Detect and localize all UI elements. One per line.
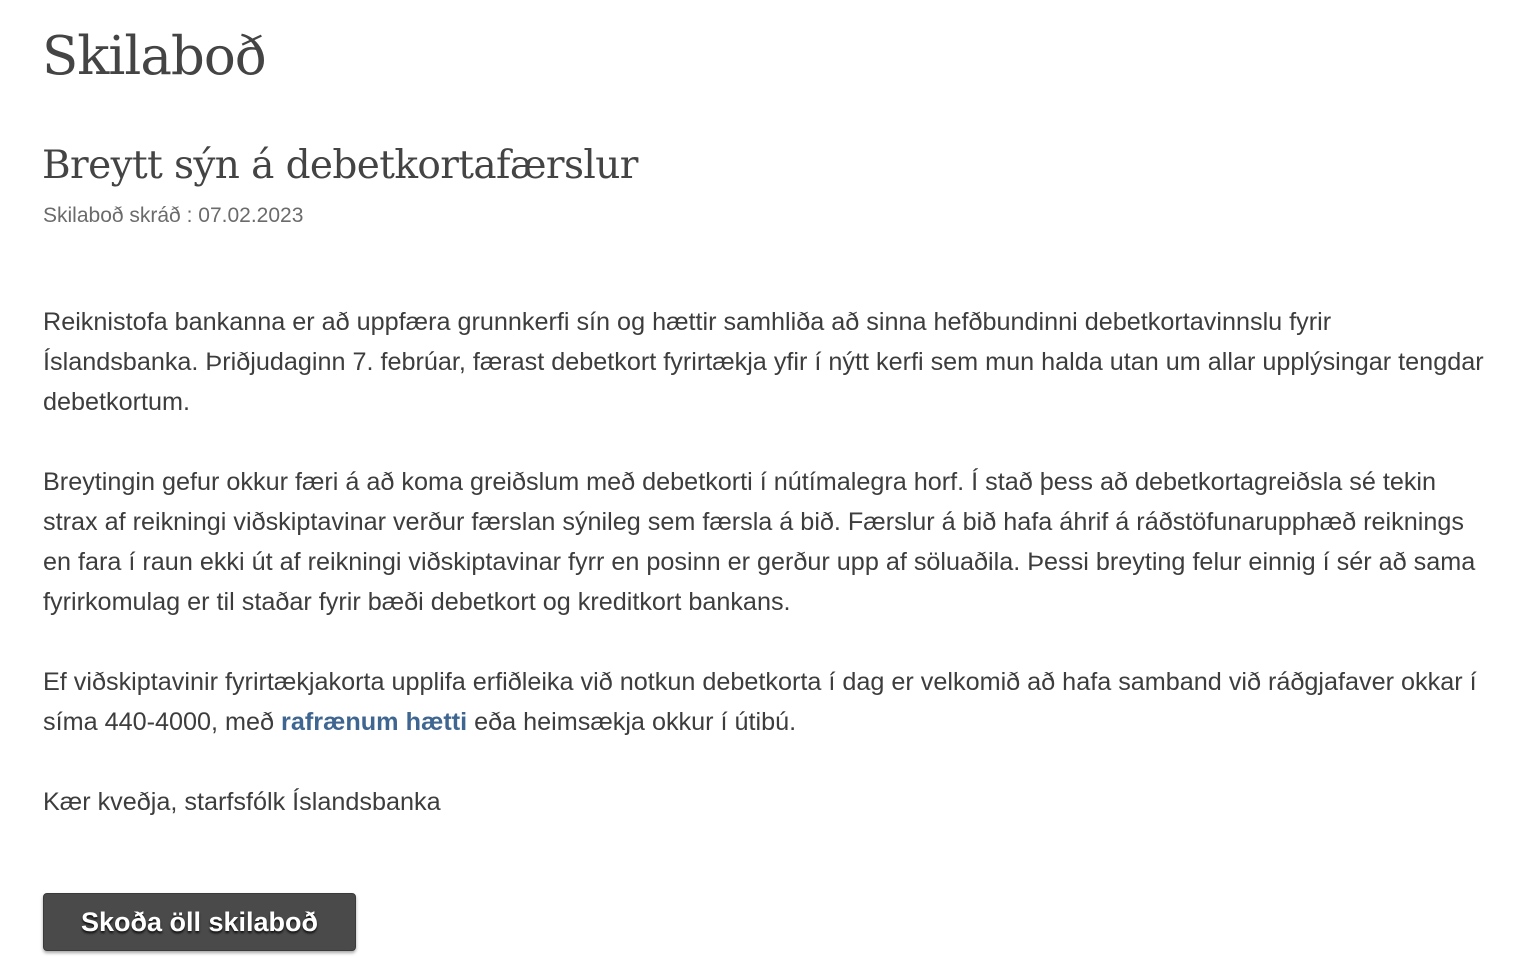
message-date-value: 07.02.2023	[198, 204, 304, 227]
view-all-messages-button[interactable]: Skoða öll skilaboð	[43, 893, 356, 951]
message-date-label: Skilaboð skráð	[43, 204, 181, 227]
page-title: Skilaboð	[42, 26, 266, 87]
message-paragraph-1: Reiknistofa bankanna er að uppfæra grunnkerfi sín og hættir samhliða að sinna hefðbundinni debetkortavinnslu fyrir Íslandsbanka. Þriðjudaginn 7. febrúar, færast debetkort fyrirtækja yfir í nýtt kerfi sem mun halda utan um allar upplýsingar tengdar debetkortum.	[43, 308, 1484, 416]
message-date	[43, 204, 303, 228]
message-paragraph-3	[43, 662, 1488, 742]
electronic-contact-link[interactable]: rafrænum hætti	[281, 708, 468, 736]
message-body	[43, 302, 1488, 862]
paragraph-text: eða heimsækja okkur í útibú.	[467, 708, 797, 736]
message-signature: Kær kveðja, starfsfólk Íslandsbanka	[43, 788, 441, 816]
message-date-separator: :	[180, 204, 199, 227]
message-paragraph-2: Breytingin gefur okkur færi á að koma greiðslum með debetkorti í nútímalegra horf. Í stað þess að debetkortagreiðsla sé tekin strax af reikningi viðskiptavinar verður færslan sýnileg sem færsla á bið. Færslur á bið hafa áhrif á ráðstöfunarupphæð reiknings en fara í raun ekki út af reikningi viðskiptavinar fyrr en posinn er gerður upp af söluaðila. Þessi breyting felur einnig í sér að sama fyrirkomulag er til staðar fyrir bæði debetkort og kreditkort bankans.	[43, 468, 1476, 616]
message-title: Breytt sýn á debetkortafærslur	[42, 143, 638, 188]
paragraph-text: Ef viðskiptavinir fyrirtækjakorta upplifa erfiðleika við notkun debetkorta í dag er velkomið að hafa samband við ráðgjafaver okkar í síma 440-4000, með	[43, 668, 1477, 736]
